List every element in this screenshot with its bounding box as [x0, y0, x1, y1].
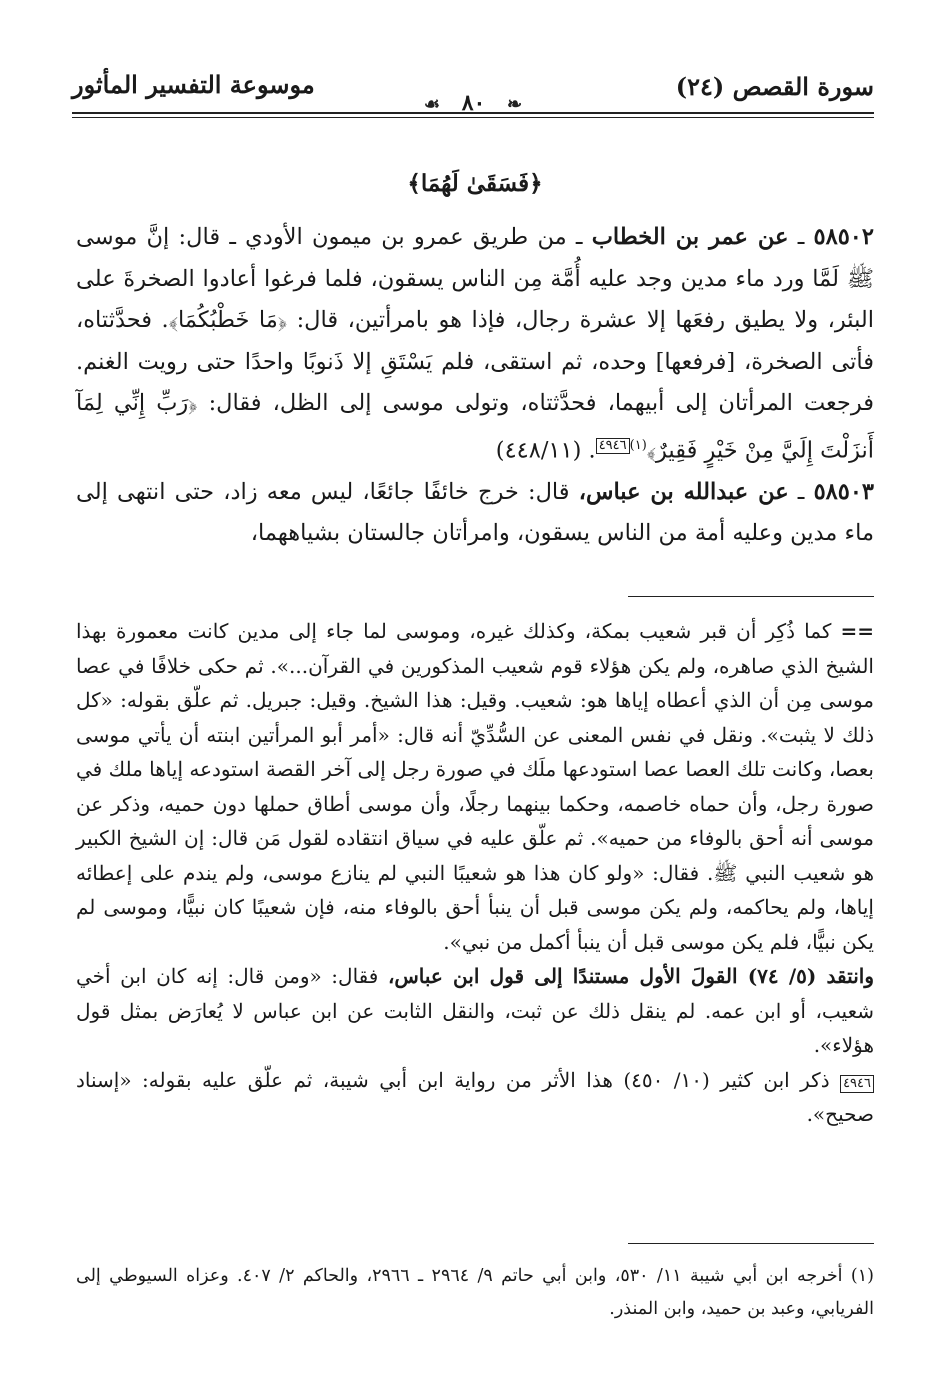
footnote-separator	[628, 1243, 874, 1244]
entry-text: قال: خرج خائفًا جائعًا، ليس معه زاد، حتى انتهى إلى ماء مدين وعليه أمة من الناس يسقون، وامرأتان جالستان بشياههما،	[76, 478, 874, 546]
entry-source: . (٤٤٨/١١)	[495, 437, 596, 463]
note-paragraph	[76, 614, 874, 959]
note-paragraph	[76, 1063, 874, 1132]
main-content	[76, 170, 874, 555]
entries	[76, 217, 874, 555]
reference-box[interactable]: ٤٩٤٦	[596, 438, 630, 454]
commentary-notes	[76, 614, 874, 1132]
footnote-mark[interactable]: (١)	[629, 437, 647, 453]
entry-text: ـ من طريق عمرو بن ميمون الأودي ـ قال: إنَّ موسى ﷺ لَمَّا ورد ماء مدين وجد عليه أُمَّة مِن الناس يسقون، فلما فرغوا أعادوا الصخرةَ على البئر، ولا يطيق رفعَها إلا عشرة رجال، فإذا هو بامرأتين، قال: ﴿مَا خَطْبُكُمَا﴾. فحدَّثتاه، فأتى الصخرة، [فرفعها] وحده، ثم استقى، فلم يَسْتَقِ إلا ذَنوبًا واحدًا حتى رويت الغنم. فرجعت المرأتان إلى أبيهما، فحدَّثتاه، وتولى موسى إلى الظل، فقال: ﴿رَبِّ إِنِّي لِمَآ أَنزَلْتَ إِلَيَّ مِنْ خَيْرٍ فَقِيرٌ﴾	[76, 224, 874, 463]
narrator-name: عن عمر بن الخطاب	[591, 224, 789, 250]
book-title: موسوعة التفسير المأثور	[72, 70, 315, 99]
footnote-text: (١) أخرجه ابن أبي شيبة ١١/ ٥٣٠، وابن أبي حاتم ٩/ ٢٩٦٤ ـ ٢٩٦٦، والحاكم ٢/ ٤٠٧. وعزاه السيوطي إلى الفريابي، وعبد بن حميد، وابن المنذر.	[76, 1266, 874, 1319]
note-text: ذكر ابن كثير (١٠/ ٤٥٠) هذا الأثر من رواية ابن أبي شيبة، ثم علّق عليه بقوله: «إسناد صحيح».	[76, 1067, 874, 1126]
header-rule-thin	[72, 117, 874, 118]
page-number: ٨٠	[461, 90, 486, 116]
ornament-icon: ☙	[423, 94, 441, 115]
verse-heading: ﴿فَسَقَىٰ لَهُمَا﴾	[407, 170, 543, 197]
reference-box[interactable]: ٤٩٤٦	[840, 1075, 874, 1093]
notes-separator	[628, 596, 874, 597]
ornament-icon: ❧	[507, 94, 523, 115]
note-text: فقال: «ومن قال: إنه كان ابن أخي شعيب، أو ابن عمه. لم ينقل ذلك عن ثبت، والنقل الثابت عن ابن عباس لا يُعارَض بمثل قول هؤلاء».	[76, 964, 874, 1057]
entry-number: ٥٨٥٠٢	[813, 224, 874, 250]
note-paragraph	[76, 959, 874, 1063]
header-rule	[72, 112, 874, 114]
narrator-name: عن عبدالله بن عباس،	[578, 478, 789, 505]
surah-title: سورة القصص (٢٤)	[675, 72, 874, 101]
entry-number: ٥٨٥٠٣	[813, 478, 874, 505]
note-text: كما ذُكِر أن قبر شعيب بمكة، وكذلك غيره، وموسى لما جاء إلى مدين كانت معمورة بهذا الشيخ الذي صاهره، ولم يكن هؤلاء قوم شعيب المذكورين في القرآن...». ثم حكى خلافًا في عصا موسى مِن أن الذي أعطاه إياها هو: شعيب. وقيل: هذا الشيخ. وقيل: جبريل. ثم علّق بقوله: «كل ذلك لا يثبت». ونقل في نفس المعنى عن السُّدِّيّ أنه قال: «أمر أبو المرأتين ابنته أن يأتي موسى بعصا، وكانت تلك العصا عصا استودعها ملَك في صورة رجل إلى آخر القصة استودعه إياها ملك في صورة رجل، وأن حماه خاصمه، وحكما بينهما رجلًا، وأن موسى أطاق حملها دون حميه، وذكر عن موسى أنه أحق بالوفاء من حميه». ثم علّق عليه في سياق انتقاده لقول مَن قال: إن الشيخ الكبير هو شعيب النبي ﷺ. فقال: «ولو كان هذا هو شعيبًا النبي لم ينازع موسى، ولم يندم على إعطائه إياها، ولم يحاكمه، ولم يكن موسى قبل أن ينبأ أحق بالوفاء منه، فإن شعيبًا كان نبيًّا، وموسى لم يكن نبيًّا، فلم يكن موسى قبل أن ينبأ أكمل من نبي».	[76, 619, 874, 954]
continuation-mark: ==	[840, 619, 875, 643]
entry: ٥٨٥٠٢ ـ عن عمر بن الخطاب ـ من طريق عمرو بن ميمون الأودي ـ قال: إنَّ موسى ﷺ لَمَّا ورد ماء مدين وجد عليه أُمَّة مِن الناس يسقون، فلما فرغوا أعادوا الصخرةَ على البئر، ولا يطيق رفعَها إلا عشرة رجال، فإذا هو بامرأتين، قال: ﴿مَا خَطْبُكُمَا﴾. فحدَّثتاه، فأتى الصخرة، [فرفعها] وحده، ثم استقى، فلم يَسْتَقِ إلا ذَنوبًا واحدًا حتى رويت الغنم. فرجعت المرأتان إلى أبيهما، فحدَّثتاه، وتولى موسى إلى الظل، فقال: ﴿رَبِّ إِنِّي لِمَآ أَنزَلْتَ إِلَيَّ مِنْ خَيْرٍ فَقِيرٌ﴾$^{(١)}$٤٩٤٦. (٤٤٨/١١)	[76, 224, 874, 463]
note-lead: وانتقد (٥/ ٧٤) القولَ الأول مستندًا إلى قول ابن عباس،	[387, 964, 874, 988]
entry: ٥٨٥٠٣ ـ عن عبدالله بن عباس، قال: خرج خائفًا جائعًا، ليس معه زاد، حتى انتهى إلى ماء مدين وعليه أمة من الناس يسقون، وامرأتان جالستان بشياههما،	[76, 478, 874, 546]
footnotes	[76, 1260, 874, 1326]
